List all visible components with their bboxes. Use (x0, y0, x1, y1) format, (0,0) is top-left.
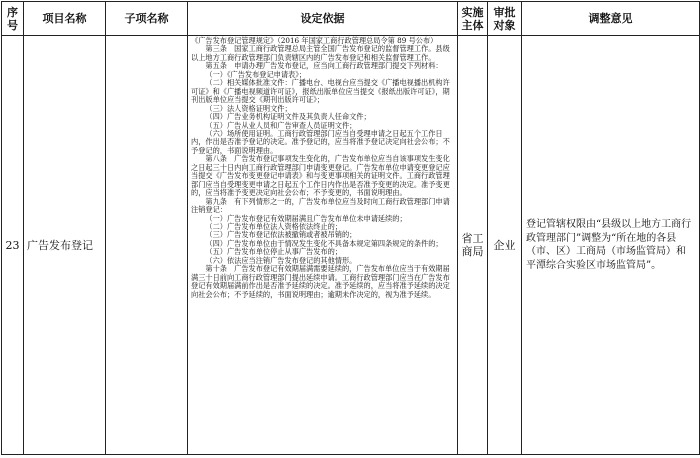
row-implementing-body: 省工商局 (458, 36, 488, 455)
header-row (2, 2, 700, 36)
header-basis: 设定依据 (188, 2, 458, 36)
row-approval-object: 企业 (488, 36, 522, 455)
basis-line: （四）广告业务机构证明文件及其负责人任命文件； (205, 112, 371, 122)
regulation-table (1, 1, 700, 455)
basis-line: （一）《广告发布登记申请表》； (205, 69, 307, 79)
basis-line: 第三条 国家工商行政管理总局主管全国广告发布登记的监督管理工作。县级以上地方工商行政管理部门负责辖区内的广告发布登记和相关监督管理工作。 (191, 44, 450, 62)
header-subitem: 子项名称 (106, 2, 188, 36)
basis-line: 第十条 广告发布登记有效期届满需要延续的，广告发布单位应当于有效期届满三十日前向工商行政管理部门提出延续申请。工商行政管理部门应当在广告发布登记有效期届满前作出是否准予延续的决定。准予延续的，应当将准予延续的决定向社会公布；不予延续的，书面说明理由；逾期未作决定的，视为准予延续。 (191, 264, 450, 299)
header-opinion: 调整意见 (522, 2, 700, 36)
basis-line: （六）场所使用证明。工商行政管理部门应当自受理申请之日起五个工作日内，作出是否准予登记的决定。准予登记的，应当将准予登记决定向社会公布；不予登记的，书面说明理由。 (191, 128, 450, 155)
basis-line: （四）广告发布单位由于情况发生变化不具备本规定第四条规定的条件的； (205, 238, 443, 248)
basis-line: （二）相关媒体批准文件：广播电台、电视台应当提交《广播电视播出机构许可证》和《广播电视频道许可证》，报纸出版单位应当提交《报纸出版许可证》，期刊出版单位应当提交《期刊出版许可证》； (191, 78, 450, 105)
row-seq: 23 (2, 36, 24, 455)
basis-line: （五）广告发布单位停止从事广告发布的； (205, 247, 342, 257)
basis-line: 第九条 有下列情形之一的，广告发布单位应当及时向工商行政管理部门申请注销登记： (191, 196, 450, 215)
basis-line: 第八条 广告发布登记事项发生变化的，广告发布单位应当自该事项发生变化之日起三十日内向工商行政管理部门申请变更登记。广告发布单位申请变更登记应当提交《广告发布变更登记申请表》和与变更事项相关的证明文件。工商行政管理部门应当自受理变更申请之日起五个工作日内作出是否准予变更的决定。准予变更的，应当将准予变更决定向社会公布；不予变更的，书面说明理由。 (191, 154, 450, 198)
header-body: 实施主体 (458, 2, 488, 36)
basis-line: 第五条 申请办理广告发布登记，应当向工商行政管理部门提交下列材料： (205, 61, 443, 71)
basis-line: 《广告发布登记管理规定》（2016 年国家工商行政管理总局令第 89 号公布） (191, 36, 438, 45)
basis-line: （三）广告发布登记依法被撤销或者被吊销的； (205, 230, 357, 240)
header-item: 项目名称 (24, 2, 106, 36)
header-object: 审批对象 (488, 2, 522, 36)
basis-line: （二）广告发布单位法人资格依法终止的； (205, 221, 342, 231)
table-row (2, 36, 700, 455)
basis-line: （三）法人资格证明文件； (205, 103, 292, 113)
basis-line: （六）依法应当注销广告发布登记的其他情形。 (205, 255, 357, 265)
basis-line: （五）广告从业人员和广告审查人员证明文件； (205, 120, 357, 130)
header-seq: 序号 (2, 2, 24, 36)
row-adjustment-opinion: 登记管辖权限由“县级以上地方工商行政管理部门”调整为“所在地的各县（市、区）工商局（市场监管局）和平潭综合实验区市场监管局”。 (522, 36, 700, 455)
row-basis (188, 36, 458, 455)
row-subitem-name (106, 36, 188, 455)
row-item-name: 广告发布登记 (24, 36, 106, 455)
basis-line: （一）广告发布登记有效期届满且广告发布单位未申请延续的； (205, 213, 407, 223)
